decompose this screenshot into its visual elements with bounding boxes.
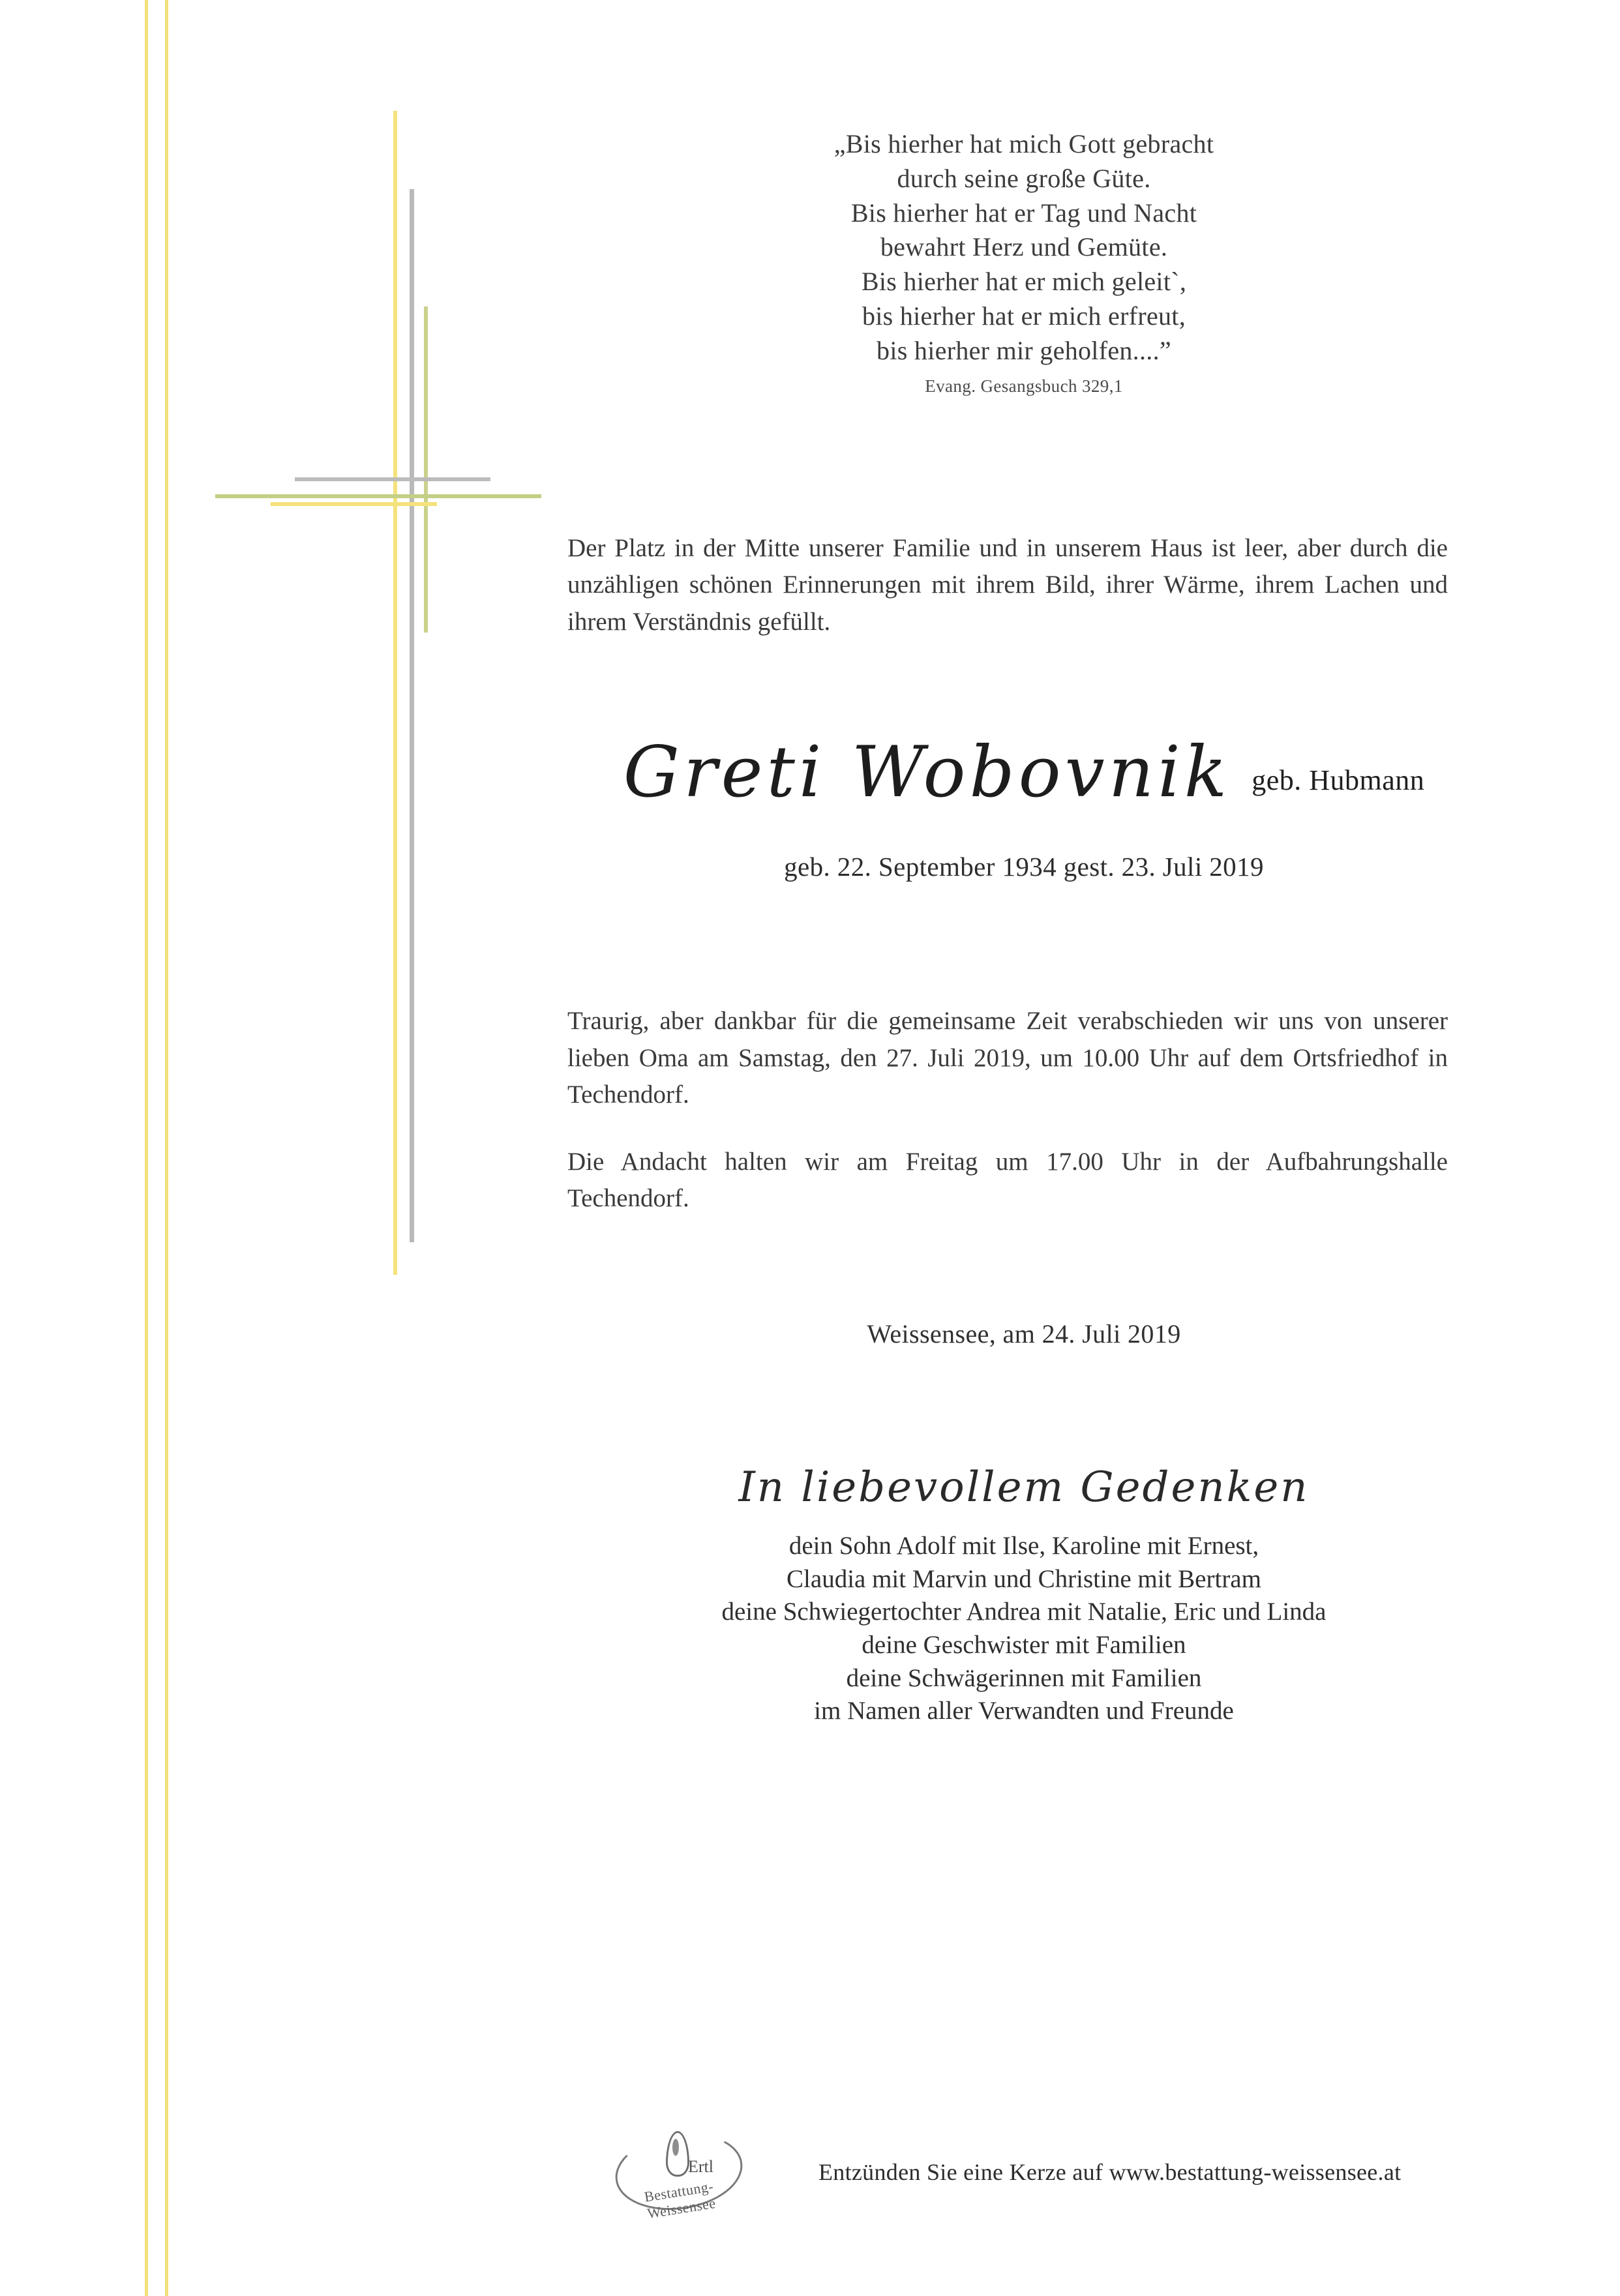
deceased-name-row [567, 732, 1480, 813]
family-line: im Namen aller Verwandten und Freunde [814, 1697, 1234, 1725]
verse-line: durch seine große Güte. [897, 163, 1151, 193]
footer [0, 2113, 1620, 2243]
verse-source: Evang. Gesangsbuch 329,1 [925, 376, 1123, 396]
cross-graphic [215, 111, 580, 1291]
cross-vertical-yellow-bar [393, 111, 397, 1275]
left-border-rule-inner [165, 0, 168, 2296]
funeral-info-block [567, 1003, 1448, 1217]
text-column [567, 0, 1480, 1728]
verse-line: „Bis hierher hat mich Gott gebracht [833, 129, 1214, 158]
deceased-name: Greti Wobovnik [623, 732, 1231, 814]
family-line: dein Sohn Adolf mit Ilse, Karoline mit Ernest, [788, 1531, 1259, 1560]
funeral-home-logo [610, 2119, 747, 2222]
cross-horizontal-grey-bar [295, 477, 490, 481]
family-line: deine Geschwister mit Familien [862, 1631, 1186, 1660]
candle-flame-core-icon [672, 2139, 679, 2156]
cross-vertical-grey-bar [410, 189, 414, 1242]
family-line: deine Schwägerinnen mit Familien [846, 1663, 1202, 1692]
left-border-rule-outer [145, 0, 148, 2296]
cross-horizontal-yellow-bar [271, 502, 437, 506]
deceased-dates: geb. 22. September 1934 gest. 23. Juli 2019 [784, 852, 1264, 882]
verse-line: bewahrt Herz und Gemüte. [880, 232, 1168, 262]
family-line: Claudia mit Marvin und Christine mit Bertram [787, 1564, 1261, 1593]
memoriam-heading: In liebevollem Gedenken [738, 1463, 1310, 1512]
intro-paragraph: Der Platz in der Mitte unserer Familie und in unserem Haus ist leer, aber durch die unzähligen schönen Erinnerungen mit ihrem Bild, ihrer Wärme, ihrem Lachen und ihrem Verständnis gefüllt. [567, 533, 1448, 636]
logo-brand-name: Ertl [688, 2157, 713, 2176]
funeral-paragraph: Traurig, aber dankbar für die gemeinsame Zeit verabschieden wir uns von unserer lieben Oma am Samstag, den 27. Juli 2019, um 10.00 Uhr auf dem Ortsfriedhof in Techendorf. [567, 1007, 1448, 1109]
cross-horizontal-olive-bar [215, 494, 541, 498]
place-and-date: Weissensee, am 24. Juli 2019 [867, 1319, 1181, 1349]
candle-note: Entzünden Sie eine Kerze auf www.bestattung-weissensee.at [818, 2159, 1402, 2185]
verse-block [567, 127, 1480, 368]
family-line: deine Schwiegertochter Andrea mit Natalie, Eric und Linda [721, 1598, 1327, 1626]
cross-vertical-olive-bar [424, 306, 428, 633]
family-list [567, 1530, 1480, 1728]
devotion-paragraph: Die Andacht halten wir am Freitag um 17.00 Uhr in der Aufbahrungshalle Techendorf. [567, 1147, 1448, 1213]
logo-subtitle: Bestattung-Weissensee [643, 2177, 717, 2222]
verse-line: bis hierher mir geholfen....” [877, 335, 1171, 365]
verse-line: Bis hierher hat er mich geleit`, [861, 267, 1187, 297]
intro-block [567, 530, 1448, 641]
verse-line: bis hierher hat er mich erfreut, [862, 301, 1186, 331]
deceased-maiden-name: geb. Hubmann [1252, 764, 1425, 797]
verse-line: Bis hierher hat er Tag und Nacht [850, 198, 1197, 228]
